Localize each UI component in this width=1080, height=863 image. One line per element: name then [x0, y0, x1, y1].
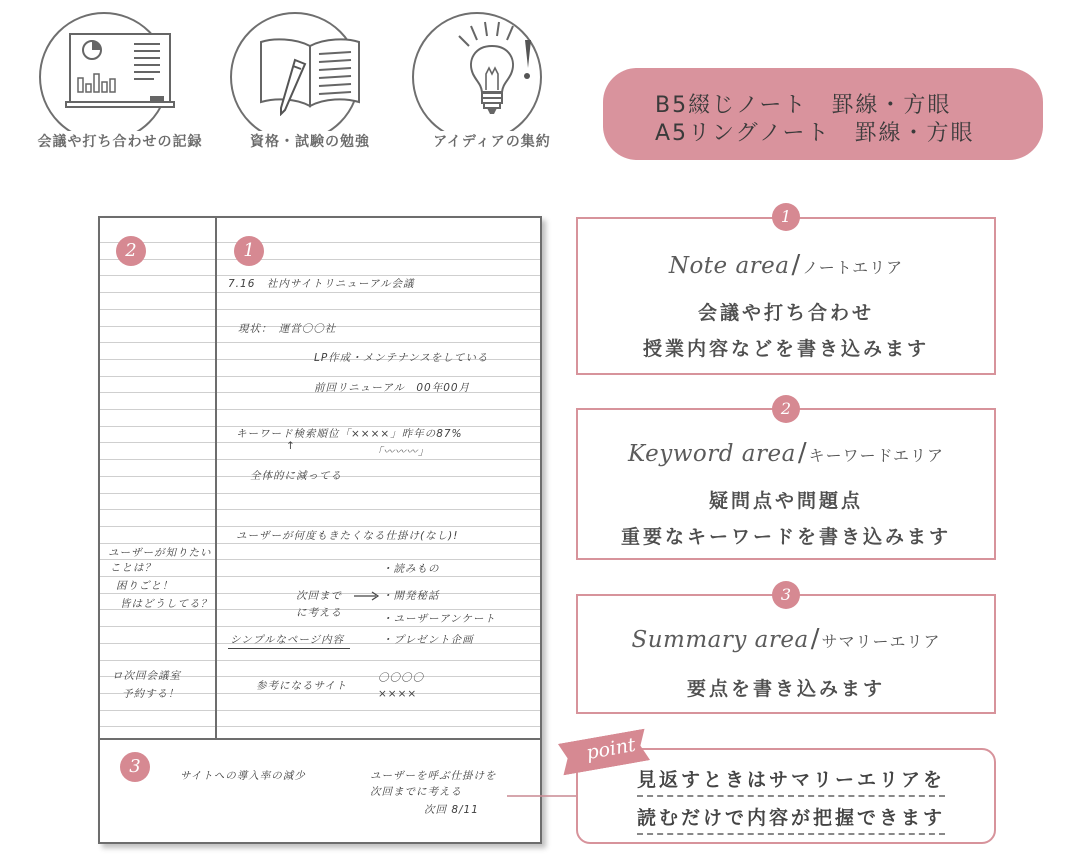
- note-line: ↑: [286, 440, 296, 452]
- note-line: シンプルなページ内容: [230, 634, 345, 646]
- note-line: キーワード検索順位「××××」昨年の87%: [236, 428, 463, 440]
- use-label-meeting: 会議や打ち合わせの記録: [25, 131, 215, 151]
- lightbulb-icon: [445, 18, 545, 120]
- note-line: 「〰〰〰」: [372, 446, 430, 458]
- summary-line: 次回 8/11: [424, 804, 479, 816]
- keyword-area-desc-2: 重要なキーワードを書き込みます: [620, 526, 951, 548]
- note-line: LP作成・メンテナンスをしている: [314, 352, 489, 364]
- use-label-idea: アイディアの集約: [397, 131, 587, 151]
- note-line: 現状： 運営〇〇社: [238, 323, 337, 335]
- ruled-line: [100, 292, 540, 293]
- ruled-line: [100, 242, 540, 243]
- point-tag-label: point: [584, 733, 638, 765]
- ruled-line: [100, 309, 540, 310]
- note-line: ・ユーザーアンケート: [382, 613, 496, 625]
- summary-area-script: Summary area: [631, 627, 809, 653]
- product-line-b5: B5綴じノート 罫線・方眼: [655, 93, 952, 118]
- ruled-line: [100, 626, 540, 627]
- note-line: ・プレゼント企画: [382, 634, 474, 646]
- note-area-badge: 1: [234, 236, 264, 266]
- heading-slash: /: [791, 250, 801, 280]
- keyword-line: ユーザーが知りたい: [108, 547, 212, 559]
- note-line: 全体的に減ってる: [250, 470, 342, 482]
- heading-slash: /: [810, 624, 820, 654]
- summary-area-badge: 3: [120, 752, 150, 782]
- ruled-line: [100, 409, 540, 410]
- keyword-line: 困りごと！: [116, 580, 174, 592]
- point-text-line-1: 見返すときはサマリーエリアを: [637, 765, 945, 797]
- summary-line: 次回までに考える: [370, 786, 462, 798]
- note-area-subtitle: ノートエリア: [802, 258, 904, 277]
- keyword-area-desc-1: 疑問点や問題点: [708, 490, 863, 512]
- note-area-heading: [576, 250, 996, 280]
- note-line: ・読みもの: [382, 563, 440, 575]
- keyword-line: 皆はどうしてる？: [120, 598, 212, 610]
- keyword-area-badge: 2: [116, 236, 146, 266]
- ruled-line: [100, 509, 540, 510]
- note-line: 前回リニューアル 00年00月: [314, 382, 471, 394]
- note-line: に考える: [296, 607, 342, 619]
- summary-area-heading: [576, 624, 996, 654]
- keyword-area-subtitle: キーワードエリア: [808, 446, 944, 465]
- summary-area-desc-1: 要点を書き込みます: [686, 678, 885, 700]
- ruled-line: [100, 442, 540, 443]
- keyword-line: ロ次回会議室: [112, 670, 181, 682]
- ruled-line: [100, 493, 540, 494]
- note-area-script: Note area: [668, 253, 790, 279]
- keyword-area-number: 2: [772, 395, 800, 423]
- note-area-number: 1: [772, 203, 800, 231]
- ruled-line: [100, 660, 540, 661]
- summary-area-number: 3: [772, 581, 800, 609]
- summary-area-divider: [100, 738, 540, 740]
- summary-line: サイトへの導入率の減少: [180, 770, 306, 782]
- note-area-desc-1: 会議や打ち合わせ: [697, 302, 874, 324]
- point-text-line-2: 読むだけで内容が把握できます: [637, 803, 945, 835]
- ruled-line: [100, 342, 540, 343]
- open-book-icon: [255, 32, 365, 116]
- keyword-line: ことは？: [110, 562, 156, 574]
- notebook-page: [98, 216, 542, 844]
- ruled-line: [100, 726, 540, 727]
- note-underline: [228, 648, 350, 649]
- keyword-line: 予約する！: [122, 688, 180, 700]
- note-line: 参考になるサイト: [256, 680, 348, 692]
- note-line: 次回まで: [296, 590, 342, 602]
- note-line: ××××: [378, 688, 418, 700]
- product-line-a5: A5リングノート 罫線・方眼: [655, 121, 975, 146]
- summary-line: ユーザーを呼ぶ仕掛けを: [370, 770, 497, 782]
- ruled-line: [100, 459, 540, 460]
- note-area-desc-2: 授業内容などを書き込みます: [642, 338, 929, 360]
- ruled-line: [100, 259, 540, 260]
- ruled-line: [100, 526, 540, 527]
- heading-slash: /: [797, 438, 807, 468]
- summary-area-subtitle: サマリーエリア: [821, 632, 941, 651]
- use-label-study: 資格・試験の勉強: [215, 131, 405, 151]
- note-line: ・開発秘話: [382, 590, 440, 602]
- note-line: 7.16 社内サイトリニューアル会議: [228, 278, 415, 290]
- whiteboard-icon: [64, 30, 176, 116]
- note-line: ユーザーが何度もきたくなる仕掛け(なし)!: [236, 530, 459, 542]
- keyword-area-script: Keyword area: [628, 441, 796, 467]
- keyword-area-heading: [576, 438, 996, 468]
- ruled-line: [100, 710, 540, 711]
- ruled-line: [100, 576, 540, 577]
- ruled-line: [100, 376, 540, 377]
- keyword-area-divider: [215, 218, 217, 738]
- note-arrow-icon: [352, 590, 380, 602]
- note-line: 〇〇〇〇: [378, 672, 424, 684]
